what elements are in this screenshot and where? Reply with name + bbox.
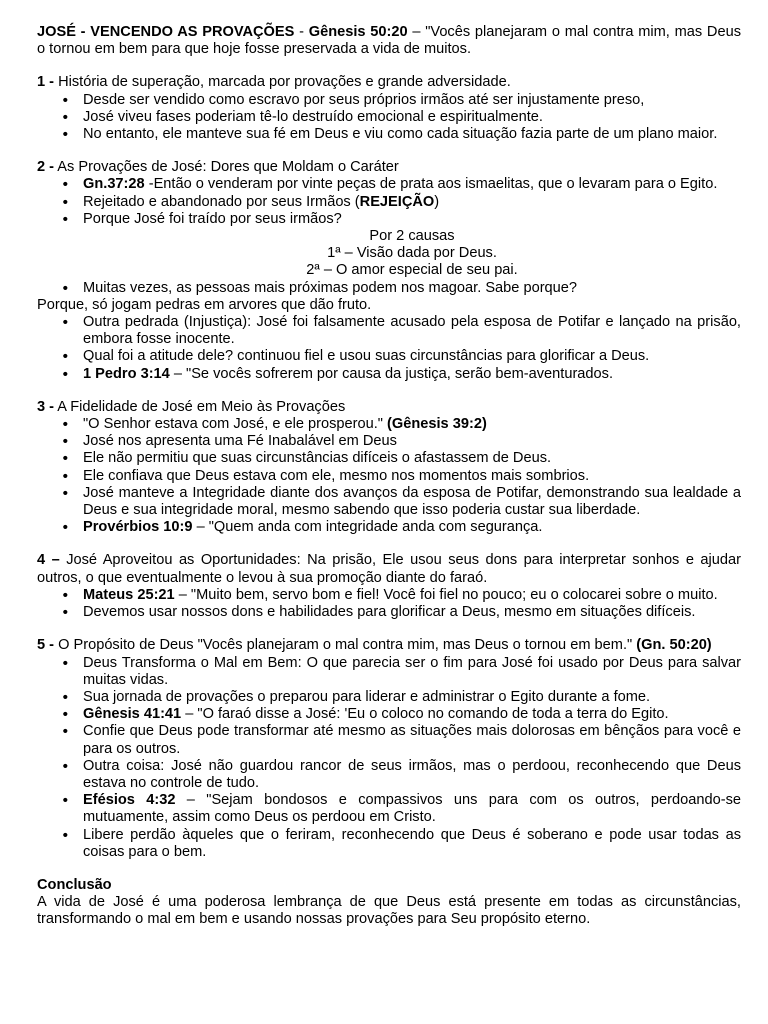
section-5-list <box>37 655 741 861</box>
section-4-heading <box>37 552 741 586</box>
plain-paragraph: Porque, só jogam pedras em arvores que dão fruto. <box>37 296 372 313</box>
list-item-text: Porque José foi traído por seus irmãos? <box>83 210 342 227</box>
verse-reference: Mateus 25:21 <box>83 586 175 603</box>
section-3-title: A Fidelidade de José em Meio às Provações <box>54 398 346 415</box>
list-item-text: -Então o venderam por vinte peças de prata aos ismaelitas, que o levaram para o Egito. <box>144 176 718 193</box>
list-item: • Confie que Deus pode transformar até mesmo as situações mais dolorosas em bênçãos para você e para os outros. <box>83 723 741 757</box>
verse-reference: (Gn. 50:20) <box>636 637 712 654</box>
section-1-number: 1 - <box>37 74 55 91</box>
list-item-text: – "Sejam bondosos e compassivos uns para com os outros, perdoando-se mutuamente, assim como Deus os perdoou em Cristo. <box>83 792 741 826</box>
centered-line: 2ª – O amor especial de seu pai. <box>306 262 518 279</box>
conclusion-title-text: Conclusão <box>37 876 112 893</box>
section-4-title: José Aproveitou as Oportunidades: Na prisão, Ele usou seus dons para interpretar sonhos e ajudar outros, o que eventualmente o levou à sua promoção diante do faraó. <box>37 552 741 586</box>
intro-reference: Gênesis 50:20 <box>308 24 408 40</box>
section-2-number: 2 - <box>37 159 55 176</box>
list-item: • Muitas vezes, as pessoas mais próximas podem nos magoar. Sabe porque? <box>83 280 741 297</box>
conclusion-text: A vida de José é uma poderosa lembrança de que Deus está presente em todas as circunstâncias, transformando o mal em bem e usando nossas provações para Seu propósito eterno. <box>37 894 741 928</box>
section-4-number: 4 – <box>37 552 60 569</box>
section-2-list-continued <box>37 314 741 383</box>
list-item: • Outra pedrada (Injustiça): José foi falsamente acusado pela esposa de Potifar e lançado na prisão, embora fosse inocente. <box>83 314 741 348</box>
list-item <box>83 194 741 211</box>
section-2-title: As Provações de José: Dores que Moldam o Caráter <box>54 159 399 176</box>
list-item <box>83 366 741 383</box>
document-page <box>37 24 741 929</box>
section-2-list <box>37 176 741 296</box>
section-1-heading <box>37 74 741 91</box>
list-item-text: – "Quem anda com integridade anda com segurança. <box>192 519 543 536</box>
verse-reference: Gênesis 41:41 <box>83 706 182 723</box>
section-1-title: História de superação, marcada por provações e grande adversidade. <box>54 74 511 91</box>
list-item-text: – "Muito bem, servo bom e fiel! Você foi fiel no pouco; eu o colocarei sobre o muito. <box>174 586 718 603</box>
list-item: • Desde ser vendido como escravo por seus próprios irmãos até ser injustamente preso, <box>83 92 741 109</box>
section-3-heading <box>37 399 741 416</box>
verse-reference: Efésios 4:32 <box>83 792 176 809</box>
intro-separator: - <box>294 24 309 40</box>
list-item-text: "O Senhor estava com José, e ele prosperou." <box>83 416 388 433</box>
list-item <box>83 176 741 193</box>
section-5-title: O Propósito de Deus "Vocês planejaram o mal contra mim, mas Deus o tornou em bem." <box>54 637 637 654</box>
list-item: • Ele não permitiu que suas circunstâncias difíceis o afastassem de Deus. <box>83 450 741 467</box>
intro-text: – "Vocês planejaram o mal contra mim, mas Deus o tornou em bem para que hoje fosse preservada a vida de muitos. <box>37 24 741 58</box>
list-item <box>83 792 741 826</box>
verse-reference: 1 Pedro 3:14 <box>83 365 170 382</box>
list-item: • No entanto, ele manteve sua fé em Deus e viu como cada situação fazia parte de um plano maior. <box>83 126 741 143</box>
list-item: • José viveu fases poderiam tê-lo destruído emocional e espiritualmente. <box>83 109 741 126</box>
intro-paragraph <box>37 24 741 58</box>
verse-reference: Gn.37:28 <box>83 176 145 193</box>
section-4-list <box>37 587 741 621</box>
document-title: JOSÉ - VENCENDO AS PROVAÇÕES <box>37 24 295 40</box>
list-item <box>83 416 741 433</box>
list-item-text: ) <box>434 193 440 210</box>
centered-line: 1ª – Visão dada por Deus. <box>327 245 497 262</box>
centered-line: Por 2 causas <box>369 228 455 245</box>
verse-reference: Provérbios 10:9 <box>83 519 193 536</box>
list-item-text: – "O faraó disse a José: 'Eu o coloco no comando de toda a terra do Egito. <box>181 706 669 723</box>
list-item: • José manteve a Integridade diante dos avanços da esposa de Potifar, demonstrando sua lealdade a Deus e sua integridade moral, mesmo sabendo que isso poderia custar sua liberdade. <box>83 485 741 519</box>
list-item: • Deus Transforma o Mal em Bem: O que parecia ser o fim para José foi usado por Deus para salvar muitas vidas. <box>83 655 741 689</box>
section-3-number: 3 - <box>37 398 55 415</box>
list-item: • Ele confiava que Deus estava com ele, mesmo nos momentos mais sombrios. <box>83 468 741 485</box>
list-item <box>83 587 741 604</box>
section-1-list <box>37 92 741 144</box>
list-item <box>83 519 741 536</box>
conclusion-title <box>37 877 741 894</box>
list-item <box>83 706 741 723</box>
list-item: • Devemos usar nossos dons e habilidades para glorificar a Deus, mesmo em situações difíceis. <box>83 604 741 621</box>
list-item <box>83 211 741 280</box>
section-3-list <box>37 416 741 536</box>
section-2-heading <box>37 159 741 176</box>
verse-reference: (Gênesis 39:2) <box>387 416 487 433</box>
list-item-text: – "Se vocês sofrerem por causa da justiça, serão bem-aventurados. <box>169 365 614 382</box>
list-item-text: Rejeitado e abandonado por seus Irmãos ( <box>83 193 360 210</box>
emphasis-text: REJEIÇÃO <box>359 193 435 210</box>
list-item: • Qual foi a atitude dele? continuou fiel e usou suas circunstâncias para glorificar a Deus. <box>83 348 741 365</box>
section-5-number: 5 - <box>37 637 55 654</box>
list-item: • Libere perdão àqueles que o feriram, reconhecendo que Deus é soberano e pode usar todas as coisas para o bem. <box>83 827 741 861</box>
list-item: • Sua jornada de provações o preparou para liderar e administrar o Egito durante a fome. <box>83 689 741 706</box>
list-item: • José nos apresenta uma Fé Inabalável em Deus <box>83 433 741 450</box>
list-item: • Outra coisa: José não guardou rancor de seus irmãos, mas o perdoou, reconhecendo que Deus estava no controle de tudo. <box>83 758 741 792</box>
section-5-heading <box>37 637 741 654</box>
